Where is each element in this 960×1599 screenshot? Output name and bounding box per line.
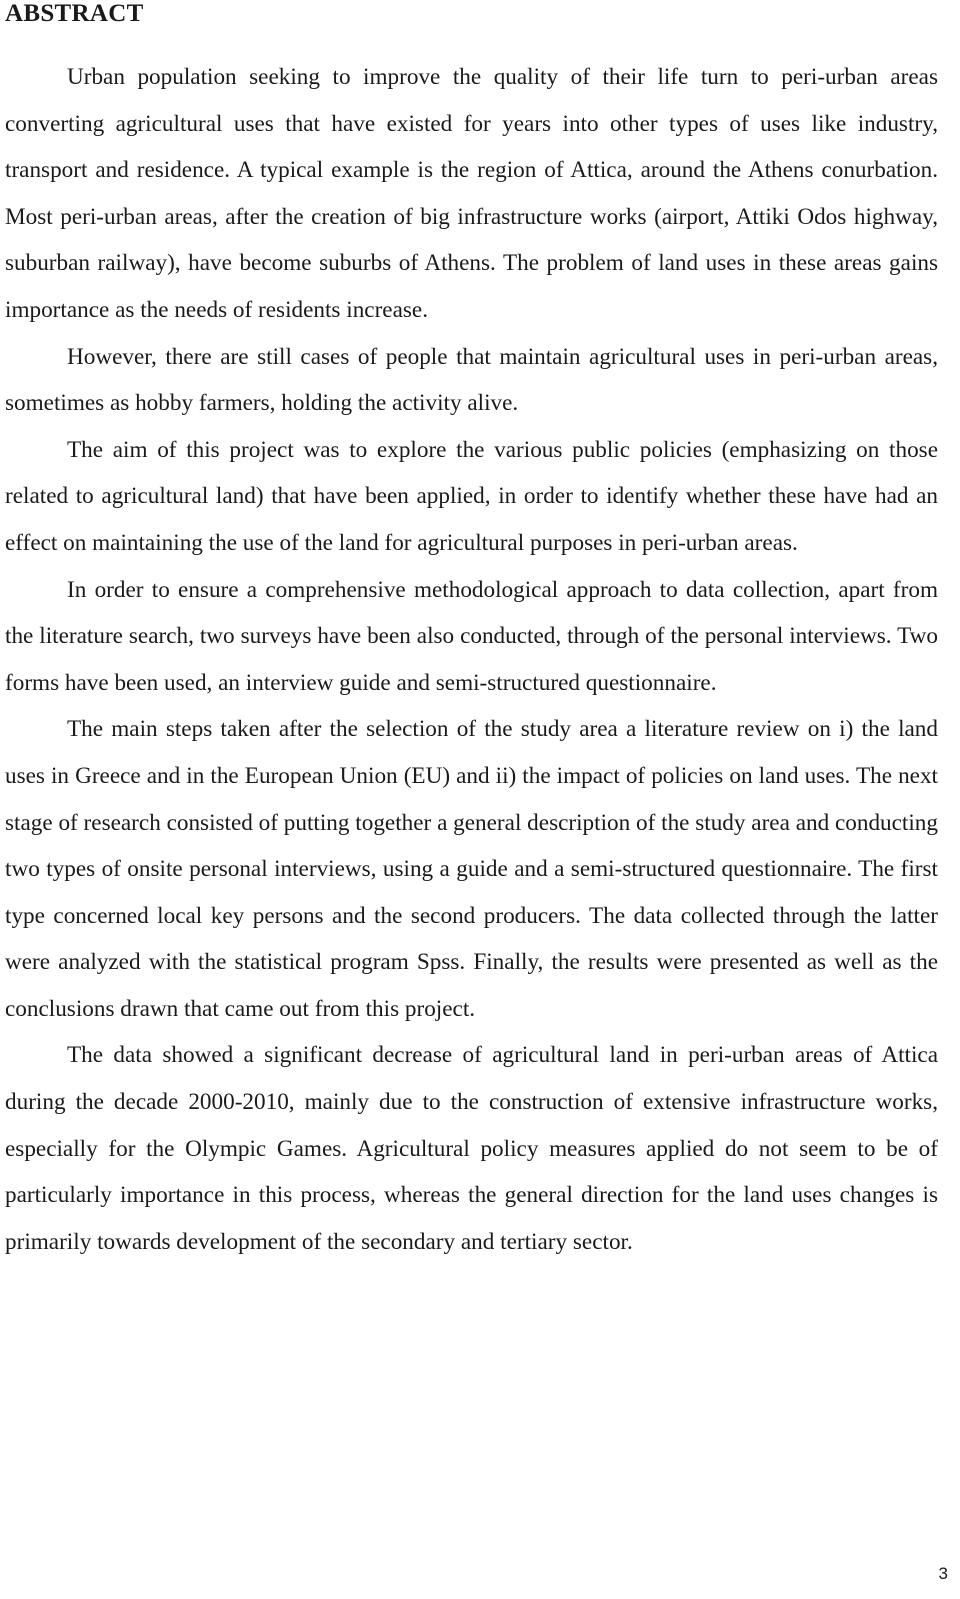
paragraph: Urban population seeking to improve the quality of their life turn to peri-urban areas converting agricultural uses that have existed for years into other types of uses like industry, transport and residence. A typical example is the region of Attica, around the Athens conurbation. Most peri-urban areas, after the creation of big infrastructure works (airport, Attiki Odos highway, suburban railway), have become suburbs of Athens. The problem of land uses in these areas gains importance as the needs of residents increase. <box>5 64 938 323</box>
document-page <box>5 0 938 1265</box>
paragraph: In order to ensure a comprehensive methodological approach to data collection, apart from the literature search, two surveys have been also conducted, through of the personal interviews. Two forms have been used, an interview guide and semi-structured questionnaire. <box>5 576 938 696</box>
page-number: 3 <box>938 1564 948 1583</box>
paragraph: The main steps taken after the selection of the study area a literature review on i) the land uses in Greece and in the European Union (EU) and ii) the impact of policies on land uses. The next stage of research consisted of putting together a general description of the study area and conducting two types of onsite personal interviews, using a guide and a semi-structured questionnaire. The first type concerned local key persons and the second producers. The data collected through the latter were analyzed with the statistical program Spss. Finally, the results were presented as well as the conclusions drawn that came out from this project. <box>5 716 938 1022</box>
abstract-body <box>5 54 938 1265</box>
paragraph: The aim of this project was to explore the various public policies (emphasizing on those related to agricultural land) that have been applied, in order to identify whether these have had an effect on maintaining the use of the land for agricultural purposes in peri-urban areas. <box>5 436 938 556</box>
section-heading: ABSTRACT <box>5 0 144 27</box>
paragraph: However, there are still cases of people that maintain agricultural uses in peri-urban areas, sometimes as hobby farmers, holding the activity alive. <box>5 343 938 417</box>
paragraph: The data showed a significant decrease of agricultural land in peri-urban areas of Attica during the decade 2000-2010, mainly due to the construction of extensive infrastructure works, especially for the Olympic Games. Agricultural policy measures applied do not seem to be of particularly importance in this process, whereas the general direction for the land uses changes is primarily towards development of the secondary and tertiary sector. <box>5 1042 938 1255</box>
